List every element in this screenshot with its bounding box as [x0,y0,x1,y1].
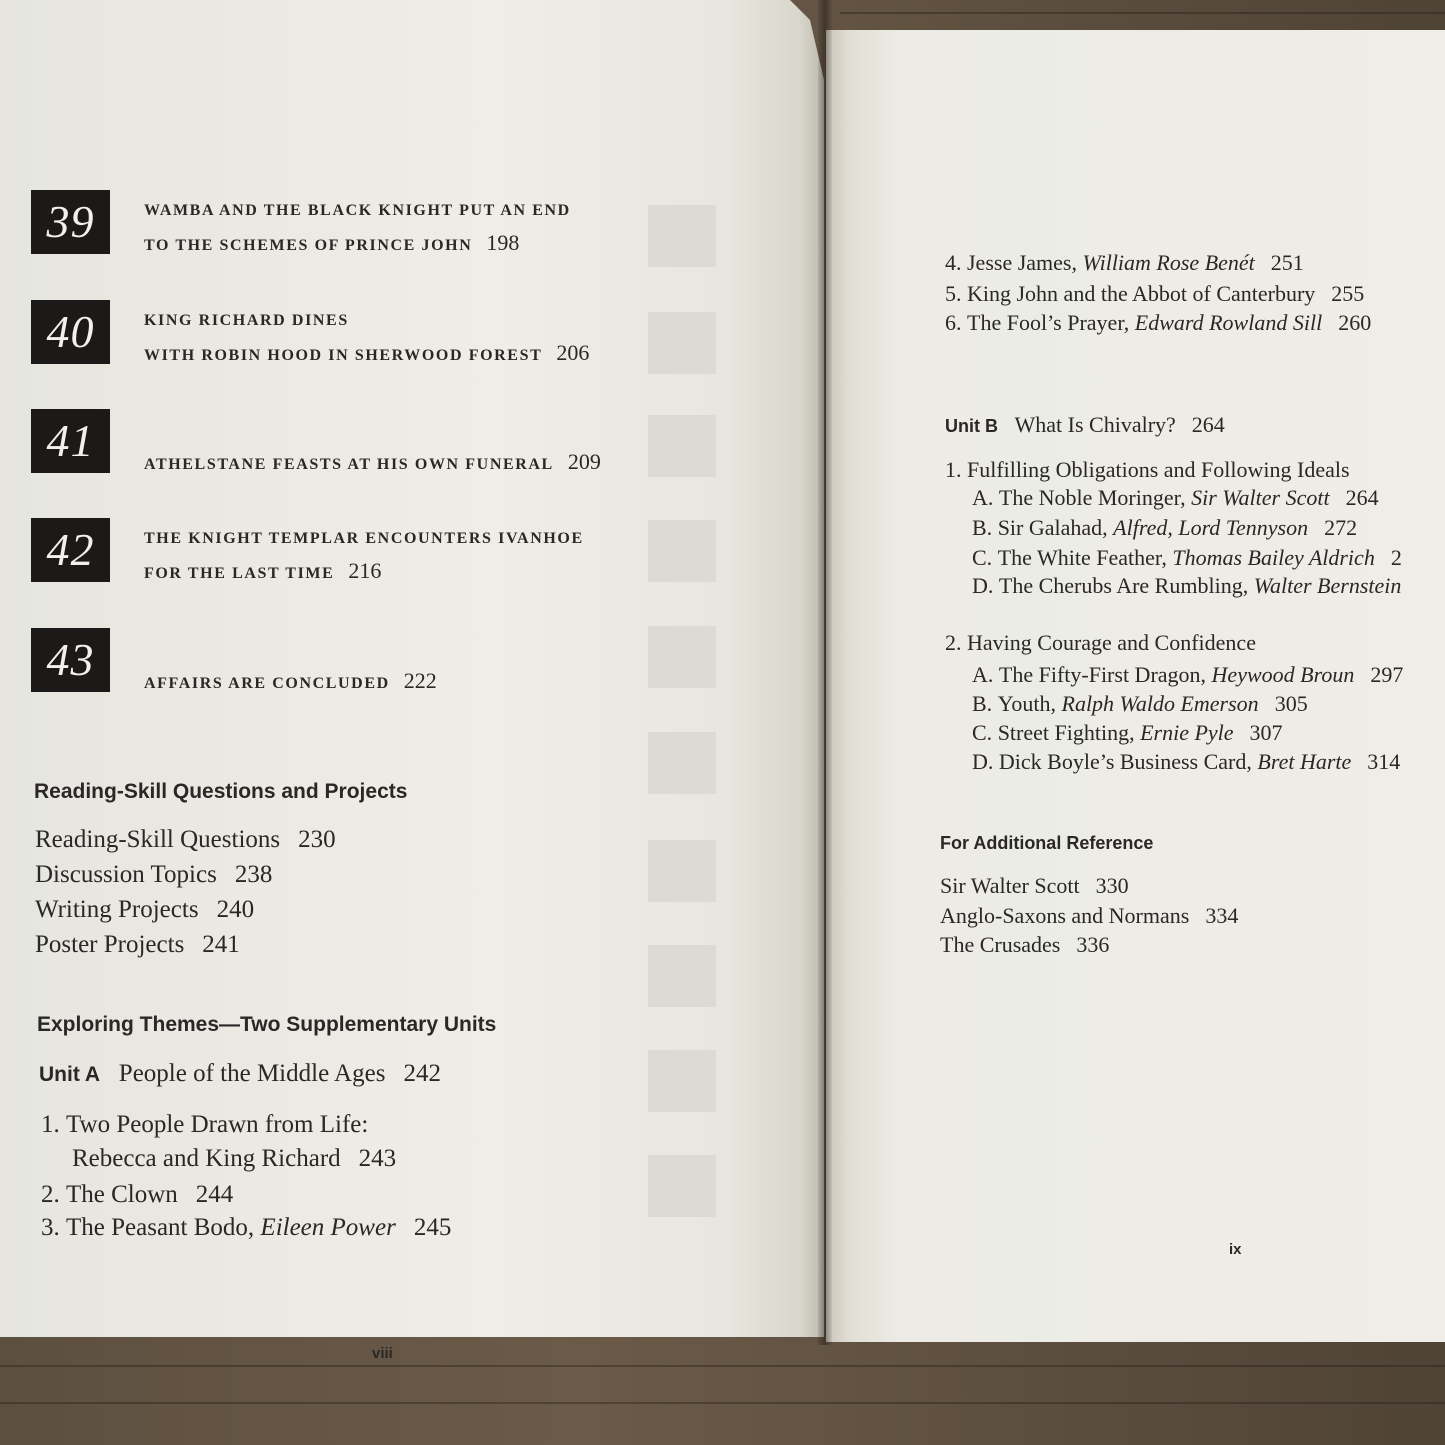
chapter-title-line: ATHELSTANE FEASTS AT HIS OWN FUNERAL 209 [144,449,601,474]
chapter-page: 216 [348,558,382,583]
toc-line: 2. The Clown 244 [41,1181,234,1208]
toc-line: Sir Walter Scott 330 [940,873,1129,898]
chapter-page: 206 [556,340,590,365]
themes-heading: Exploring Themes—Two Supplementary Units [37,1013,497,1036]
toc-line: Rebecca and King Richard 243 [72,1145,397,1172]
toc-line: D. Dick Boyle’s Business Card, Bret Harte 314 [972,749,1401,774]
author: Alfred, Lord Tennyson [1113,515,1309,540]
unit-label: Unit A [39,1063,101,1086]
author: Ernie Pyle [1140,720,1234,745]
toc-line: 5. King John and the Abbot of Canterbury 255 [945,281,1365,306]
chapter-title-line: AFFAIRS ARE CONCLUDED 222 [144,668,437,693]
chapter-title-line: FOR THE LAST TIME 216 [144,558,382,583]
toc-line: A. The Fifty-First Dragon, Heywood Broun 297 [972,662,1404,687]
bleed-through-mark [648,626,716,688]
reference-heading: For Additional Reference [940,833,1154,853]
bleed-through-mark [648,520,716,582]
book-gutter [818,0,832,1345]
chapter-title-line: WITH ROBIN HOOD IN SHERWOOD FOREST 206 [144,340,590,365]
bleed-through-mark [648,312,716,374]
toc-line: 4. Jesse James, William Rose Benét 251 [945,250,1304,275]
toc-line: 1. Two People Drawn from Life: [41,1111,369,1138]
toc-line: Discussion Topics 238 [35,861,273,888]
toc-line: 3. The Peasant Bodo, Eileen Power 245 [41,1214,452,1241]
chapter-number: 42 [31,518,110,582]
chapter-page: 222 [403,668,437,693]
toc-line: 6. The Fool’s Prayer, Edward Rowland Sill 260 [945,310,1372,335]
wood-grain [0,1402,1445,1404]
chapter-title-line: THE KNIGHT TEMPLAR ENCOUNTERS IVANHOE [144,530,584,547]
toc-line: Writing Projects 240 [35,896,255,923]
chapter-number: 41 [31,409,110,473]
toc-line: A. The Noble Moringer, Sir Walter Scott 264 [972,485,1379,510]
bleed-through-mark [648,732,716,794]
bleed-through-mark [648,840,716,902]
bleed-through-mark [648,415,716,477]
toc-line: Reading-Skill Questions 230 [35,826,336,853]
author: Edward Rowland Sill [1134,310,1323,335]
toc-line: Anglo-Saxons and Normans 334 [940,903,1239,928]
reading-skill-heading: Reading-Skill Questions and Projects [34,780,408,803]
chapter-title-line: KING RICHARD DINES [144,312,349,329]
section-title: 1. Fulfilling Obligations and Following Ideals [945,457,1350,482]
author: Eileen Power [260,1214,396,1241]
bleed-through-mark [648,1050,716,1112]
bleed-through-mark [648,945,716,1007]
author: Thomas Bailey Aldrich [1172,545,1375,570]
author: William Rose Benét [1082,250,1255,275]
page-number-right: ix [1229,1241,1242,1258]
unit-a-line: Unit A People of the Middle Ages 242 [39,1060,441,1087]
author: Walter Bernstein [1253,573,1402,598]
chapter-number: 43 [31,628,110,692]
author: Ralph Waldo Emerson [1061,691,1259,716]
author: Bret Harte [1257,749,1352,774]
toc-line: B. Sir Galahad, Alfred, Lord Tennyson 272 [972,515,1358,540]
unit-b-line: Unit B What Is Chivalry? 264 [945,412,1225,437]
chapter-page: 209 [567,449,601,474]
bleed-through-mark [648,1155,716,1217]
toc-line: D. The Cherubs Are Rumbling, Walter Bernstein [972,573,1402,598]
unit-label: Unit B [945,416,998,436]
toc-line: C. The White Feather, Thomas Bailey Aldrich 2 [972,545,1402,570]
chapter-number: 39 [31,190,110,254]
wood-grain [840,12,1445,14]
wood-grain [0,1365,1445,1367]
chapter-number: 40 [31,300,110,364]
chapter-title-line: WAMBA AND THE BLACK KNIGHT PUT AN END [144,202,571,219]
toc-line: C. Street Fighting, Ernie Pyle 307 [972,720,1283,745]
chapter-page: 198 [486,230,520,255]
author: Heywood Broun [1211,662,1355,687]
author: Sir Walter Scott [1191,485,1330,510]
chapter-title-line: TO THE SCHEMES OF PRINCE JOHN 198 [144,230,520,255]
section-title: 2. Having Courage and Confidence [945,630,1256,655]
toc-line: The Crusades 336 [940,932,1110,957]
page-number-left: viii [372,1345,393,1362]
toc-line: Poster Projects 241 [35,931,240,958]
toc-line: B. Youth, Ralph Waldo Emerson 305 [972,691,1308,716]
bleed-through-mark [648,205,716,267]
